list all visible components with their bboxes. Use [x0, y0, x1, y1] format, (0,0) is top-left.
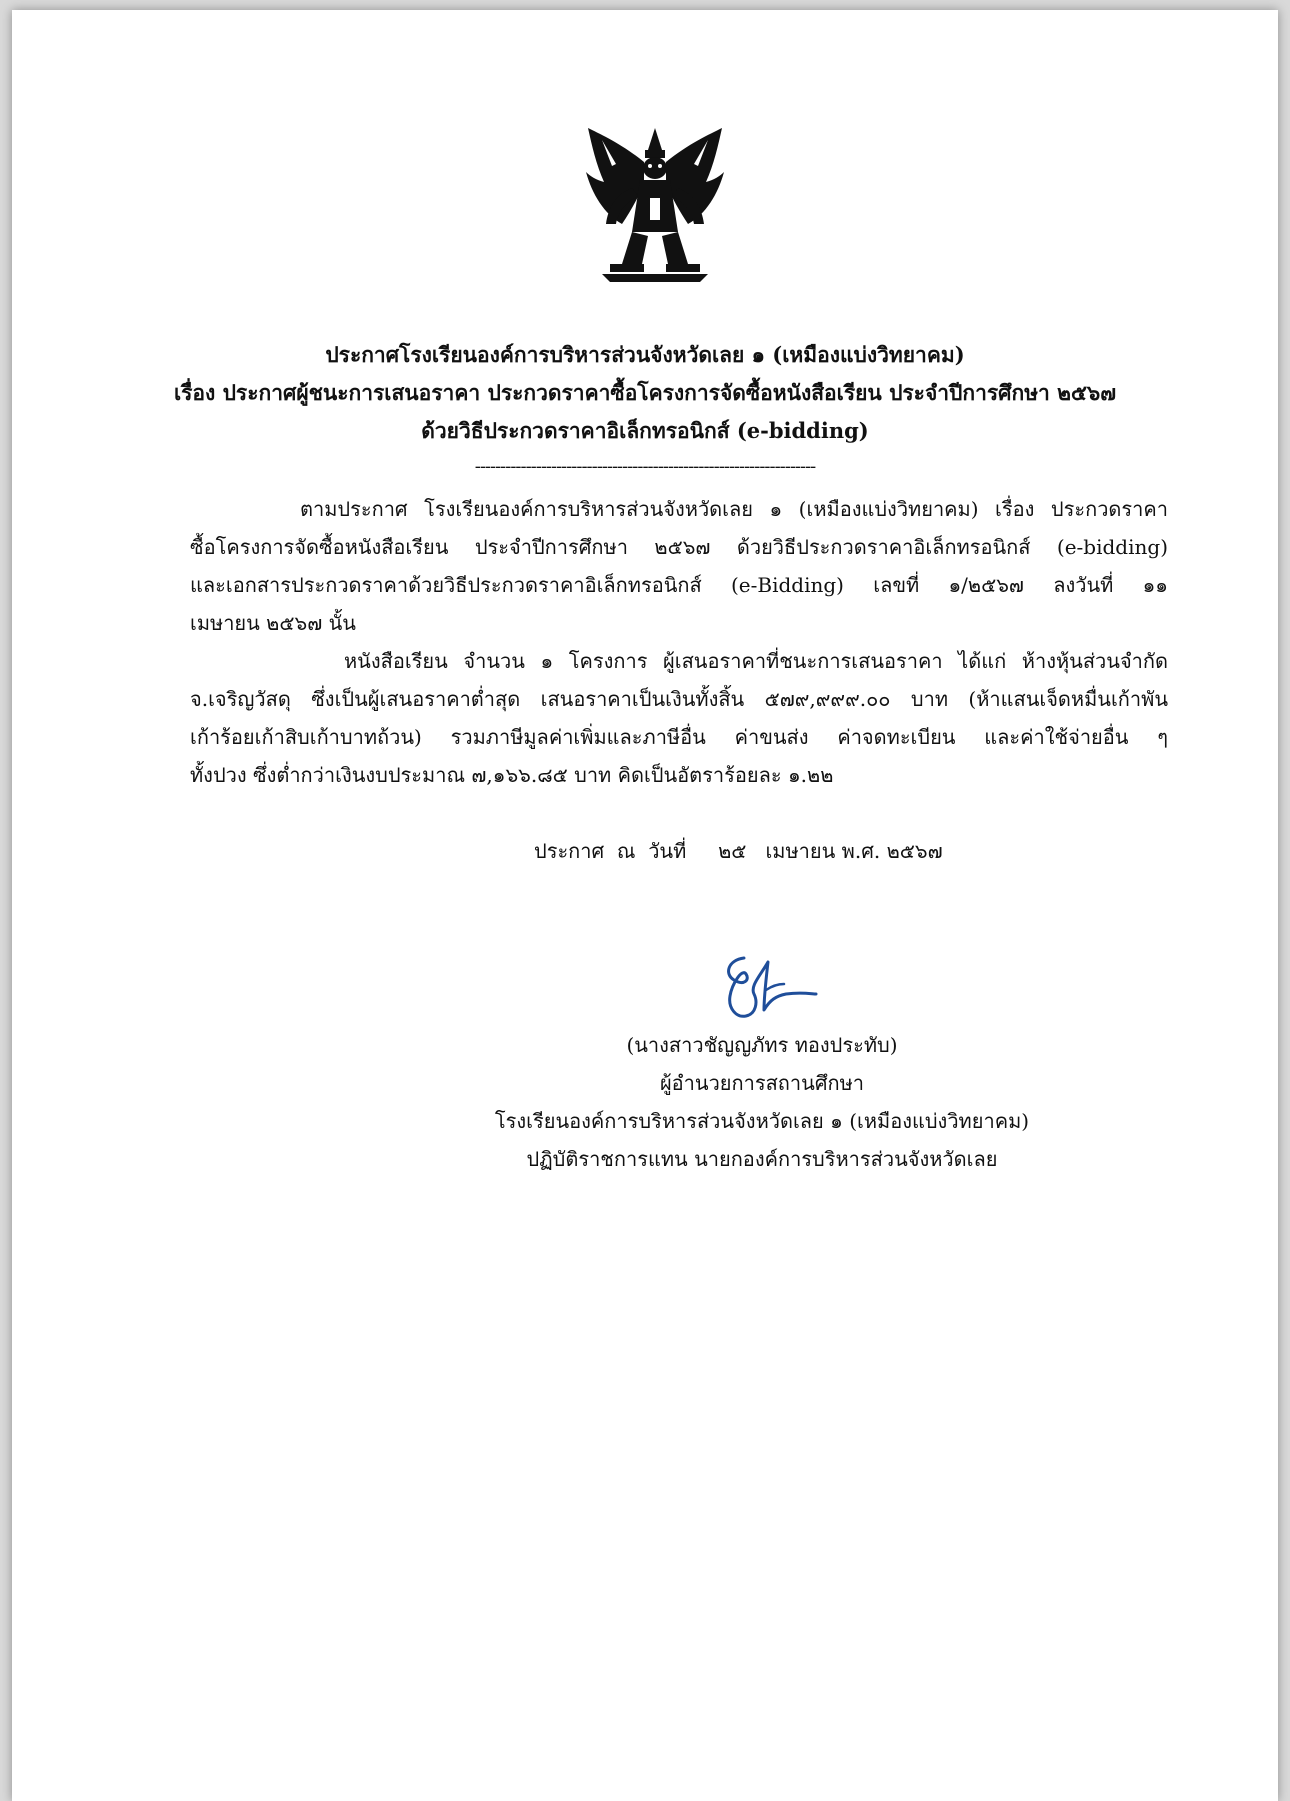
document-page	[12, 10, 1278, 1801]
announcement-method: ด้วยวิธีประกวดราคาอิเล็กทรอนิกส์ (e-bidding)	[421, 418, 869, 443]
paragraph1-line1: ตามประกาศ โรงเรียนองค์การบริหารส่วนจังหวัดเลย ๑ (เหมืองแบ่งวิทยาคม) เรื่อง ประกวดราคา	[300, 497, 1168, 521]
signatory-position: ผู้อำนวยการสถานศึกษา	[659, 1071, 865, 1095]
announcement-title: ประกาศโรงเรียนองค์การบริหารส่วนจังหวัดเลย ๑ (เหมืองแบ่งวิทยาคม)	[325, 342, 965, 367]
signatory-school: โรงเรียนองค์การบริหารส่วนจังหวัดเลย ๑ (เหมืองแบ่งวิทยาคม)	[494, 1109, 1030, 1133]
paragraph1-line4: เมษายน ๒๕๖๗ นั้น	[190, 611, 356, 635]
signature-image	[712, 950, 832, 1028]
paragraph2-line2: จ.เจริญวัสดุ ซึ่งเป็นผู้เสนอราคาต่ำสุด เสนอราคาเป็นเงินทั้งสิ้น ๕๗๙,๙๙๙.๐๐ บาท (ห้าแสนเจ็ดหมื่นเก้าพัน	[190, 687, 1168, 711]
paragraph2-line4: ทั้งปวง ซึ่งต่ำกว่าเงินงบประมาณ ๗,๑๖๖.๘๕ บาท คิดเป็นอัตราร้อยละ ๑.๒๒	[190, 763, 834, 787]
signatory-acting: ปฏิบัติราชการแทน นายกองค์การบริหารส่วนจังหวัดเลย	[526, 1147, 998, 1171]
paragraph1-line2: ซื้อโครงการจัดซื้อหนังสือเรียน ประจำปีการศึกษา ๒๕๖๗ ด้วยวิธีประกวดราคาอิเล็กทรอนิกส์ (e-bidding)	[190, 535, 1168, 559]
paragraph2-line1: หนังสือเรียน จำนวน ๑ โครงการ ผู้เสนอราคาที่ชนะการเสนอราคา ได้แก่ ห้างหุ้นส่วนจำกัด	[344, 649, 1168, 673]
garuda-emblem-icon	[582, 124, 728, 284]
paragraph2-line3: เก้าร้อยเก้าสิบเก้าบาทถ้วน) รวมภาษีมูลค่าเพิ่มและภาษีอื่น ค่าขนส่ง ค่าจดทะเบียน และค่าใช้จ่ายอื่น ๆ	[190, 725, 1168, 749]
separator-line: -------------------------------------------------------------------	[474, 456, 816, 477]
announcement-date: ประกาศ ณ วันที่ ๒๕ เมษายน พ.ศ. ๒๕๖๗	[534, 839, 943, 863]
announcement-subject: เรื่อง ประกาศผู้ชนะการเสนอราคา ประกวดราคาซื้อโครงการจัดซื้อหนังสือเรียน ประจำปีการศึกษา ๒๕๖๗	[173, 380, 1117, 405]
paragraph1-line3: และเอกสารประกวดราคาด้วยวิธีประกวดราคาอิเล็กทรอนิกส์ (e-Bidding) เลขที่ ๑/๒๕๖๗ ลงวันที่ ๑๑	[190, 573, 1168, 597]
signatory-name: (นางสาวชัญญภัทร ทองประทับ)	[626, 1033, 898, 1057]
